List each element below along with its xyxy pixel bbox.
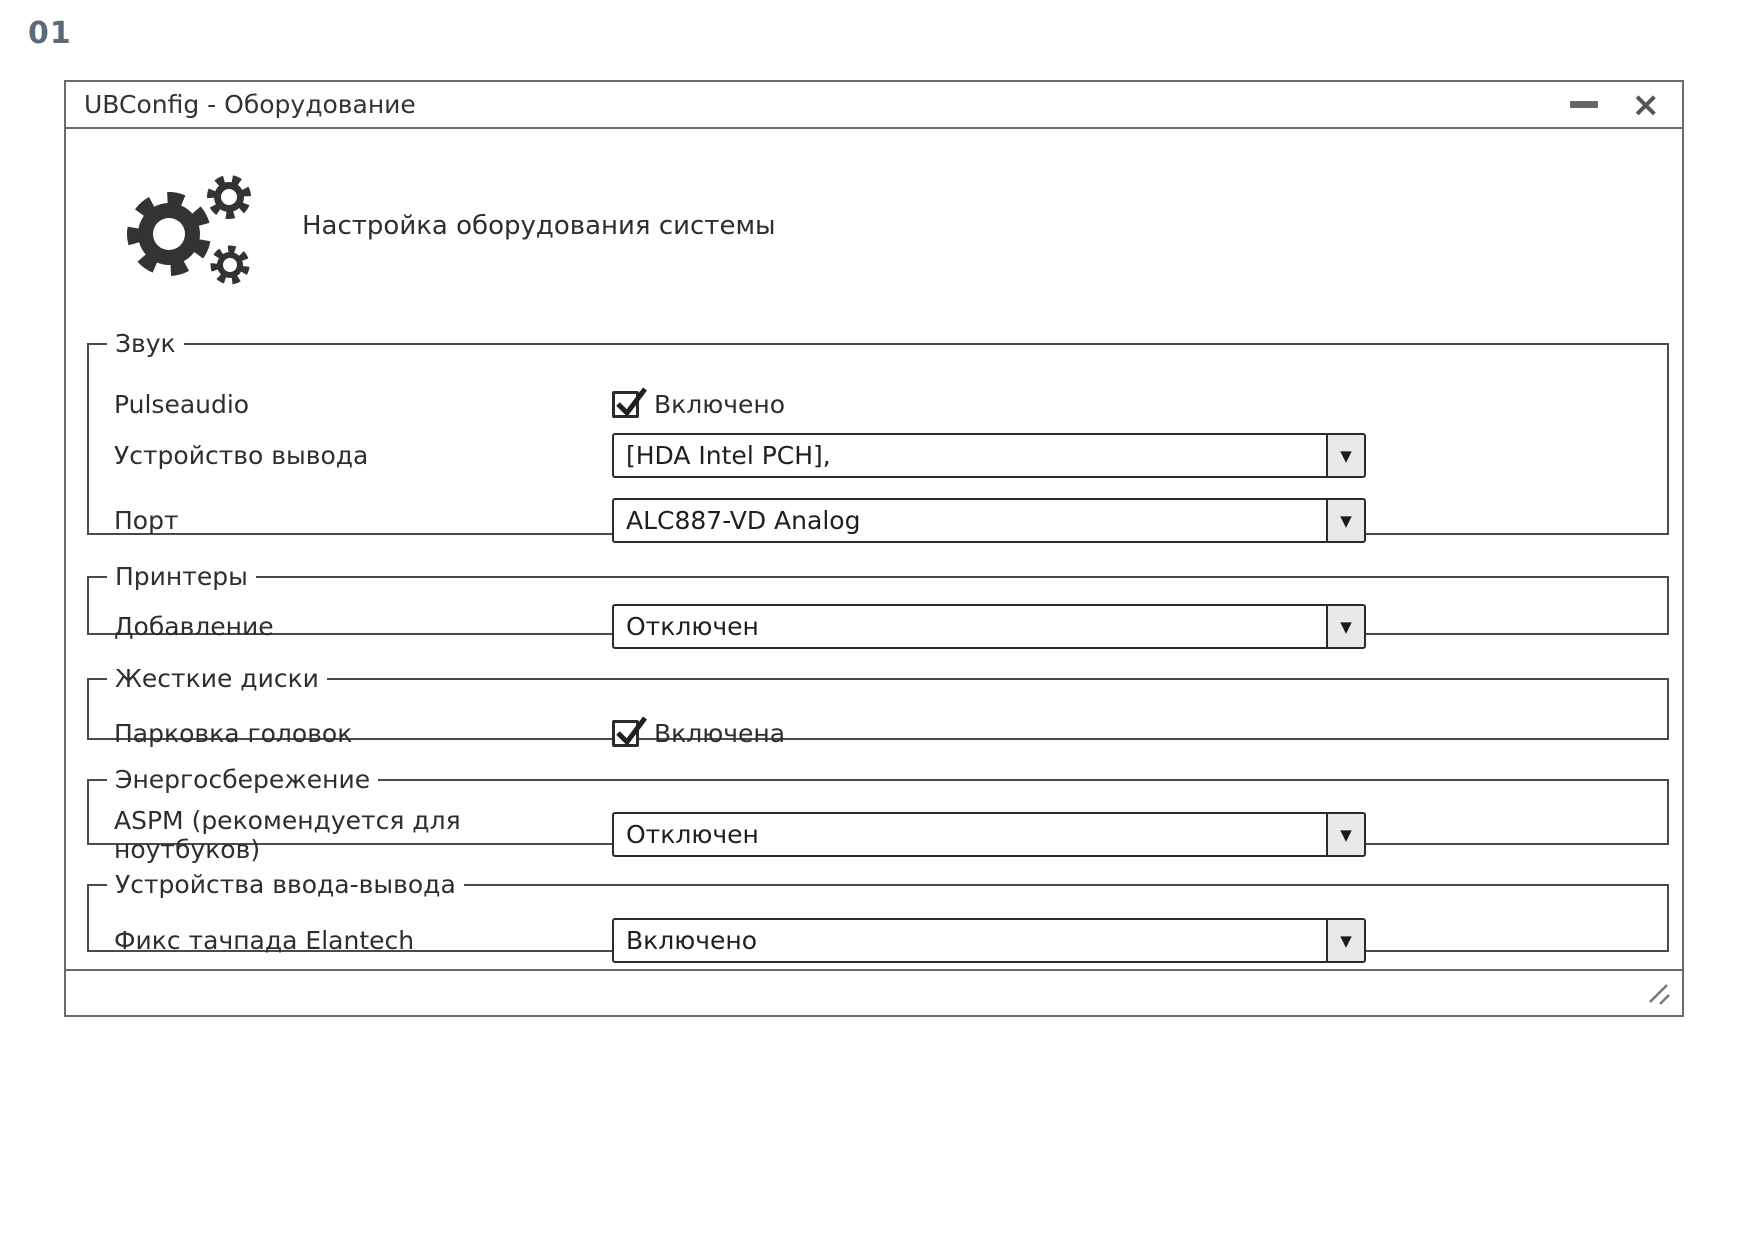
group-printers	[87, 562, 1669, 641]
checkmark-icon	[612, 711, 650, 749]
dropdown-arrow-button[interactable]	[1326, 500, 1364, 541]
output-device-dropdown[interactable]	[612, 433, 1366, 478]
header-caption: Настройка оборудования системы	[302, 211, 776, 241]
group-power-saving	[87, 765, 1669, 864]
port-dropdown[interactable]	[612, 498, 1366, 543]
row-label: Парковка головок	[114, 719, 353, 748]
minimize-icon	[1570, 101, 1598, 108]
pulseaudio-checkbox[interactable]	[612, 391, 639, 418]
printer-add-dropdown[interactable]	[612, 604, 1366, 649]
group-sound-legend: Звук	[115, 329, 176, 358]
chevron-down-icon: ▼	[1340, 511, 1352, 530]
group-io-devices-legend: Устройства ввода-вывода	[115, 870, 456, 899]
chevron-down-icon: ▼	[1340, 825, 1352, 844]
app-window	[64, 80, 1684, 1017]
close-button[interactable]: ×	[1631, 84, 1660, 125]
checkbox-label: Включена	[654, 719, 786, 748]
dropdown-value: Отключен	[626, 820, 759, 849]
row-label: Фикс тачпада Elantech	[114, 926, 415, 955]
gears-icon	[112, 140, 282, 290]
chevron-down-icon: ▼	[1340, 931, 1352, 950]
window-controls	[1570, 84, 1661, 125]
group-hard-disks-legend: Жесткие диски	[115, 664, 319, 693]
group-printers-legend: Принтеры	[115, 562, 248, 591]
row-label: Устройство вывода	[114, 441, 369, 470]
checkbox-label: Включено	[654, 390, 786, 419]
row-label: Добавление	[114, 612, 274, 641]
dropdown-value: [HDA Intel PCH],	[626, 441, 831, 470]
aspm-dropdown[interactable]	[612, 812, 1366, 857]
group-io-devices	[87, 870, 1669, 955]
chevron-down-icon: ▼	[1340, 617, 1352, 636]
group-sound	[87, 329, 1669, 535]
dropdown-value: ALC887-VD Analog	[626, 506, 861, 535]
row-label: Pulseaudio	[114, 390, 250, 419]
resize-grip-icon[interactable]	[1646, 981, 1672, 1007]
window-titlebar[interactable]	[66, 82, 1682, 129]
dropdown-value: Отключен	[626, 612, 759, 641]
window-title: UBConfig - Оборудование	[84, 90, 416, 119]
minimize-button[interactable]	[1570, 99, 1598, 111]
dropdown-arrow-button[interactable]	[1326, 435, 1364, 476]
row-label: Порт	[114, 506, 179, 535]
status-bar	[66, 969, 1682, 1015]
group-hard-disks	[87, 664, 1669, 748]
dropdown-arrow-button[interactable]	[1326, 920, 1364, 961]
dropdown-arrow-button[interactable]	[1326, 606, 1364, 647]
dropdown-value: Включено	[626, 926, 758, 955]
elantech-fix-dropdown[interactable]	[612, 918, 1366, 963]
figure-label: 01	[28, 16, 72, 51]
chevron-down-icon: ▼	[1340, 446, 1352, 465]
row-label: ASPM (рекомендуется для ноутбуков)	[114, 805, 461, 864]
checkmark-icon	[612, 382, 650, 420]
dropdown-arrow-button[interactable]	[1326, 814, 1364, 855]
group-power-saving-legend: Энергосбережение	[115, 765, 371, 794]
head-parking-checkbox[interactable]	[612, 720, 639, 747]
